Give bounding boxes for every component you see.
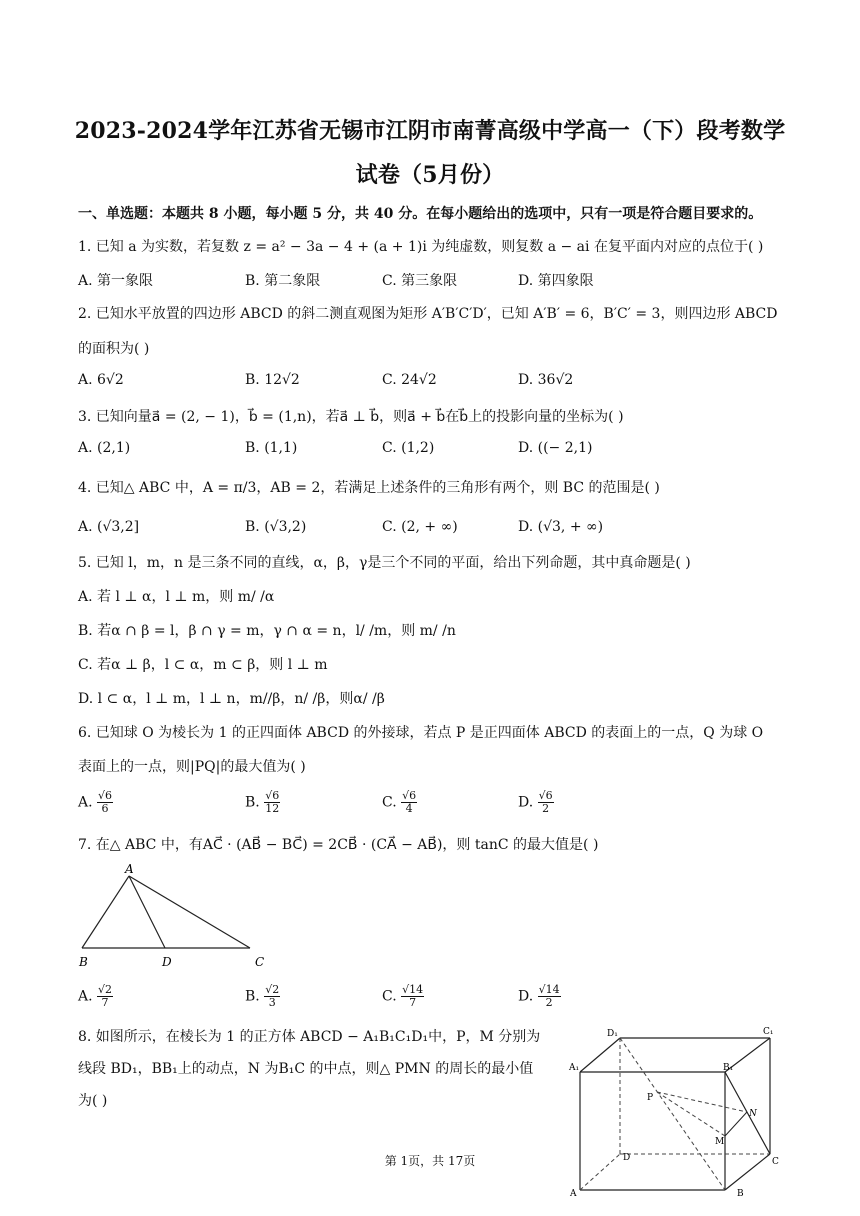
q6-option-a: A. $\frac{√6}{6}$	[78, 789, 113, 815]
label-a: A	[570, 1189, 577, 1199]
q2-option-c: C. 24√2	[382, 372, 437, 388]
q3-option-d: D. ((− 2,1)	[518, 440, 593, 456]
exam-title-line2: 试卷（5月份）	[355, 162, 505, 188]
cube-figure	[565, 1024, 790, 1204]
fraction: $\frac{√2}{7}$	[98, 983, 113, 1009]
label-a: A	[125, 862, 134, 876]
label-b: B	[737, 1189, 744, 1199]
q1-option-c: C. 第三象限	[382, 273, 458, 289]
q4-option-a: A. (√3,2]	[78, 519, 140, 535]
label-b1: B₁	[723, 1063, 734, 1073]
label-c1: C₁	[763, 1027, 774, 1037]
question-3-stem: 3. 已知向量a⃗ = (2, − 1)，b⃗ = (1,n)，若a⃗ ⊥ b⃗，则a⃗ + b⃗在b⃗上的投影向量的坐标为( )	[78, 409, 624, 425]
fraction: $\frac{√6}{6}$	[98, 789, 113, 815]
fraction: $\frac{√14}{7}$	[402, 983, 424, 1009]
question-8-stem: 8. 如图所示，在棱长为 1 的正方体 ABCD − A₁B₁C₁D₁中，P，M 分别为	[78, 1029, 541, 1045]
q3-option-b: B. (1,1)	[245, 440, 298, 456]
q7-option-c: C. $\frac{√14}{7}$	[382, 983, 424, 1009]
label-d1: D₁	[607, 1029, 618, 1039]
question-7-stem: 7. 在△ ABC 中，有AC⃗ · (AB⃗ − BC⃗) = 2CB⃗ · (CA⃗ − AB⃗)，则 tanC 的最大值是( )	[78, 837, 599, 853]
q4-option-d: D. (√3, + ∞)	[518, 519, 604, 535]
label-b: B	[79, 955, 88, 969]
q7-option-b: B. $\frac{√2}{3}$	[245, 983, 280, 1009]
question-2-stem-cont: 的面积为( )	[78, 341, 150, 357]
fraction: $\frac{√14}{2}$	[538, 983, 560, 1009]
question-4-stem: 4. 已知△ ABC 中，A = π/3，AB = 2，若满足上述条件的三角形有两个，则 BC 的范围是( )	[78, 480, 660, 496]
question-5-stem: 5. 已知 l，m，n 是三条不同的直线，α，β，γ是三个不同的平面，给出下列命题，其中真命题是( )	[78, 555, 691, 571]
triangle-figure	[72, 862, 282, 972]
q4-option-c: C. (2, + ∞)	[382, 519, 458, 535]
q7-option-d: D. $\frac{√14}{2}$	[518, 983, 560, 1009]
fraction: $\frac{√6}{2}$	[538, 789, 553, 815]
q2-option-b: B. 12√2	[245, 372, 300, 388]
label-m: M	[715, 1137, 725, 1147]
exam-title-line1: 2023-2024学年江苏省无锡市江阴市南菁高级中学高一（下）段考数学	[74, 118, 786, 144]
q5-option-b: B. 若α ∩ β = l，β ∩ γ = m，γ ∩ α = n，l/ /m，则 m/ /n	[78, 623, 456, 639]
question-8-stem-cont: 线段 BD₁，BB₁上的动点，N 为B₁C 的中点，则△ PMN 的周长的最小值	[78, 1061, 534, 1077]
q4-option-b: B. (√3,2)	[245, 519, 307, 535]
question-8-stem-cont2: 为( )	[78, 1093, 108, 1109]
label-c: C	[255, 955, 265, 969]
q2-option-d: D. 36√2	[518, 372, 574, 388]
section-heading: 一、单选题：本题共 8 小题，每小题 5 分，共 40 分。在每小题给出的选项中，只有一项是符合题目要求的。	[78, 206, 763, 222]
question-6-stem: 6. 已知球 O 为棱长为 1 的正四面体 ABCD 的外接球，若点 P 是正四面体 ABCD 的表面上的一点，Q 为球 O	[78, 725, 764, 741]
q6-option-b: B. $\frac{√6}{12}$	[245, 789, 280, 815]
q3-option-c: C. (1,2)	[382, 440, 435, 456]
q5-option-c: C. 若α ⊥ β，l ⊂ α，m ⊂ β，则 l ⊥ m	[78, 657, 328, 673]
question-6-stem-cont: 表面上的一点，则|PQ|的最大值为( )	[78, 759, 306, 775]
question-1-stem: 1. 已知 a 为实数，若复数 z = a² − 3a − 4 + (a + 1)i 为纯虚数，则复数 a − ai 在复平面内对应的点位于( )	[78, 239, 764, 255]
page-footer: 第 1页，共 17页	[384, 1154, 476, 1168]
q2-option-a: A. 6√2	[78, 372, 124, 388]
label-p: P	[647, 1093, 654, 1103]
question-2-stem: 2. 已知水平放置的四边形 ABCD 的斜二测直观图为矩形 A′B′C′D′，已知 A′B′ = 6，B′C′ = 3，则四边形 ABCD	[78, 306, 778, 322]
q7-option-a: A. $\frac{√2}{7}$	[78, 983, 113, 1009]
q3-option-a: A. (2,1)	[78, 440, 131, 456]
label-n: N	[749, 1109, 757, 1119]
label-c: C	[772, 1157, 779, 1167]
q6-option-d: D. $\frac{√6}{2}$	[518, 789, 553, 815]
q6-option-c: C. $\frac{√6}{4}$	[382, 789, 417, 815]
q1-option-d: D. 第四象限	[518, 273, 594, 289]
fraction: $\frac{√2}{3}$	[265, 983, 280, 1009]
q1-option-a: A. 第一象限	[78, 273, 154, 289]
label-a1: A₁	[569, 1063, 580, 1073]
fraction: $\frac{√6}{4}$	[402, 789, 417, 815]
q5-option-a: A. 若 l ⊥ α，l ⊥ m，则 m/ /α	[78, 589, 275, 605]
label-d: D	[162, 955, 172, 969]
q1-option-b: B. 第二象限	[245, 273, 321, 289]
fraction: $\frac{√6}{12}$	[265, 789, 280, 815]
label-d: D	[623, 1153, 631, 1163]
q5-option-d: D. l ⊂ α，l ⊥ m，l ⊥ n，m//β，n/ /β，则α/ /β	[78, 691, 385, 707]
